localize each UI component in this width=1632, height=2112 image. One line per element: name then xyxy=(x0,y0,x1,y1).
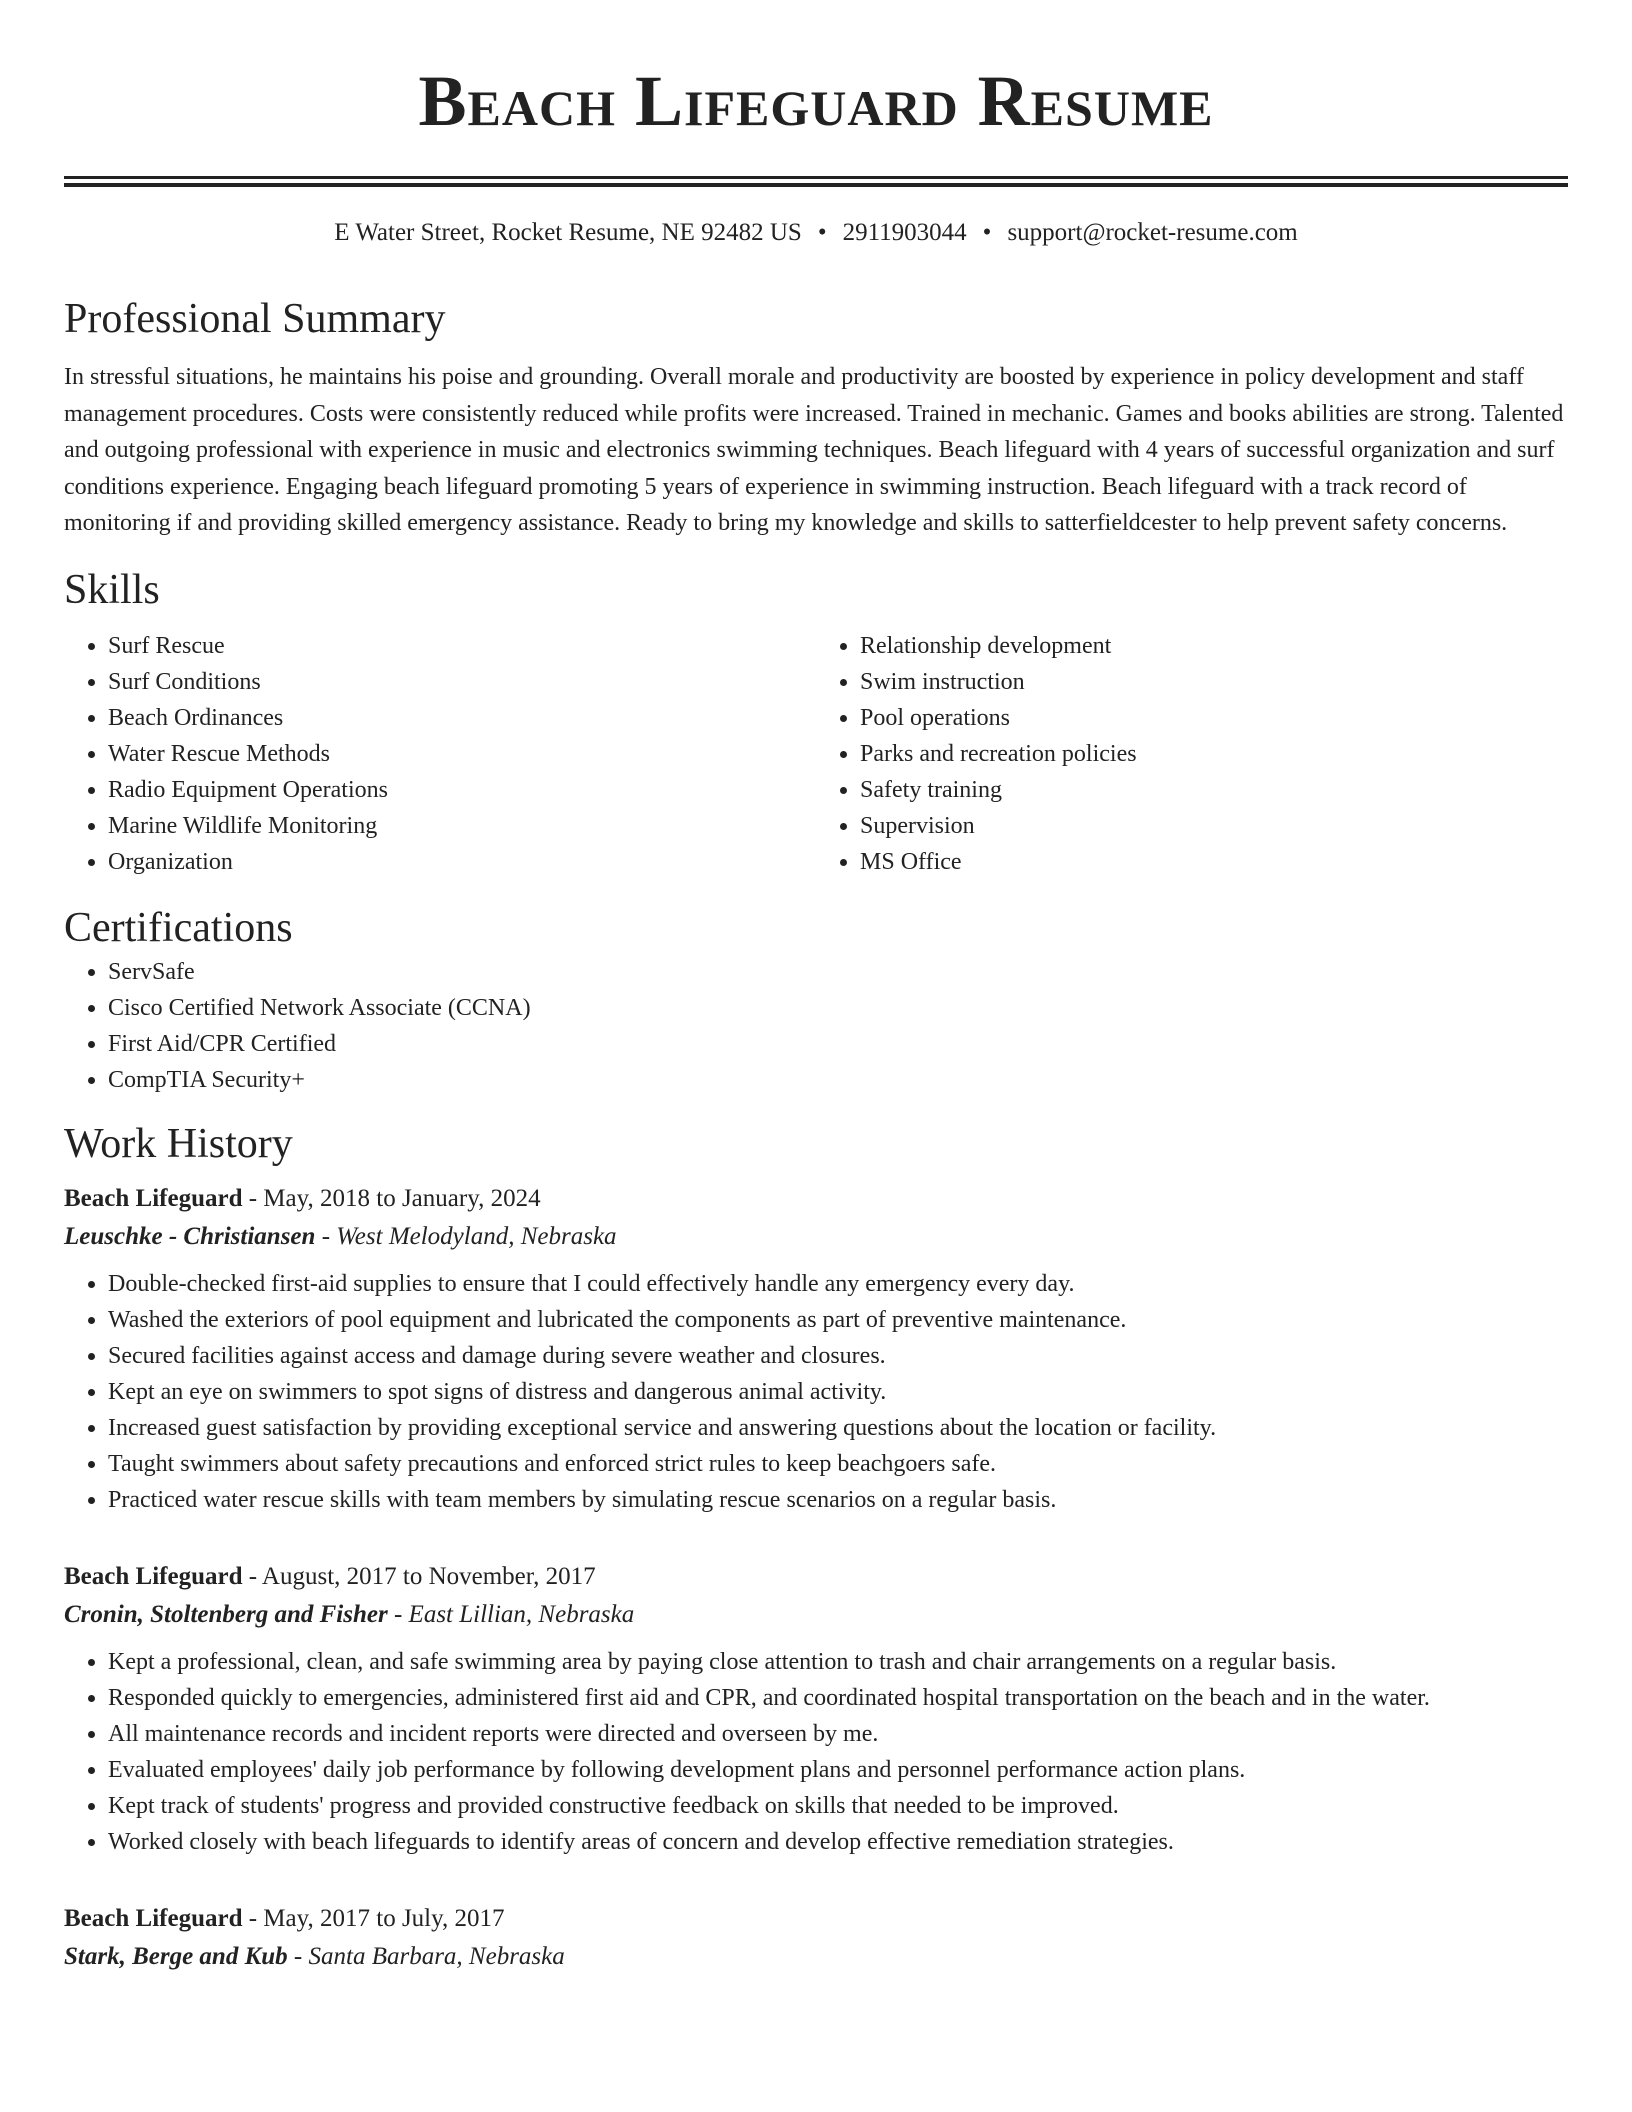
job-company-line xyxy=(64,1596,1568,1634)
certification-item: • Cisco Certified Network Associate (CCNA) xyxy=(108,990,1568,1026)
skill-item: • Marine Wildlife Monitoring xyxy=(108,808,816,844)
job-duty: • Kept a professional, clean, and safe swimming area by paying close attention to trash and chair arrangements on a regular basis. xyxy=(108,1644,1568,1680)
job-company: Cronin, Stoltenberg and Fisher xyxy=(64,1600,388,1628)
skill-item: • Safety training xyxy=(860,772,1568,808)
job-duty: • Practiced water rescue skills with team members by simulating rescue scenarios on a regular basis. xyxy=(108,1482,1568,1518)
job-duty: • Increased guest satisfaction by providing exceptional service and answering questions about the location or facility. xyxy=(108,1410,1568,1446)
job-duty: • Kept an eye on swimmers to spot signs of distress and dangerous animal activity. xyxy=(108,1374,1568,1410)
resume-title: Beach Lifeguard Resume xyxy=(418,61,1214,141)
skill-item: • Organization xyxy=(108,844,816,880)
skills-list-left xyxy=(64,628,816,880)
job-duties-list xyxy=(64,1644,1568,1860)
job-duty: • All maintenance records and incident reports were directed and overseen by me. xyxy=(108,1716,1568,1752)
certification-item: • CompTIA Security+ xyxy=(108,1062,1568,1098)
job-company-line xyxy=(64,1218,1568,1256)
skills-list-right xyxy=(816,628,1568,880)
job-entry xyxy=(64,1900,1568,1976)
job-location: - West Melodyland, Nebraska xyxy=(315,1222,617,1250)
job-dates: - May, 2017 to July, 2017 xyxy=(242,1904,505,1932)
job-title-line xyxy=(64,1900,1568,1938)
job-location: - East Lillian, Nebraska xyxy=(387,1600,635,1628)
job-title-line xyxy=(64,1558,1568,1596)
contact-separator: • xyxy=(982,219,992,246)
skill-item: • Water Rescue Methods xyxy=(108,736,816,772)
skill-item: • Surf Rescue xyxy=(108,628,816,664)
job-duty: • Taught swimmers about safety precautions and enforced strict rules to keep beachgoers safe. xyxy=(108,1446,1568,1482)
job-duty: • Evaluated employees' daily job performance by following development plans and personnel performance action plans. xyxy=(108,1752,1568,1788)
contact-line xyxy=(64,217,1568,249)
job-duty: • Responded quickly to emergencies, administered first aid and CPR, and coordinated hospital transportation on the beach and in the water. xyxy=(108,1680,1568,1716)
job-company: Stark, Berge and Kub xyxy=(64,1942,288,1970)
title-double-rule xyxy=(64,176,1568,187)
contact-email: support@rocket-resume.com xyxy=(1007,219,1298,246)
certification-item: • ServSafe xyxy=(108,954,1568,990)
job-company-line xyxy=(64,1938,1568,1976)
skill-item: • MS Office xyxy=(860,844,1568,880)
job-duty: • Washed the exteriors of pool equipment and lubricated the components as part of preventive maintenance. xyxy=(108,1302,1568,1338)
job-dates: - August, 2017 to November, 2017 xyxy=(242,1562,596,1590)
certification-item: • First Aid/CPR Certified xyxy=(108,1026,1568,1062)
skill-item: • Relationship development xyxy=(860,628,1568,664)
skills-columns xyxy=(64,628,1568,880)
skill-item: • Parks and recreation policies xyxy=(860,736,1568,772)
job-duty: • Worked closely with beach lifeguards to identify areas of concern and develop effective remediation strategies. xyxy=(108,1824,1568,1860)
job-entry xyxy=(64,1180,1568,1518)
skill-item: • Radio Equipment Operations xyxy=(108,772,816,808)
summary-text: In stressful situations, he maintains his poise and grounding. Overall morale and productivity are boosted by experience in policy development and staff management procedures. Costs were consistently reduced while profits were increased. Trained in mechanic. Games and books abilities are strong. Talented and outgoing professional with experience in music and electronics swimming techniques. Beach lifeguard with 4 years of successful organization and surf conditions experience. Engaging beach lifeguard promoting 5 years of experience in swimming instruction. Beach lifeguard with a track record of monitoring if and providing skilled emergency assistance. Ready to bring my knowledge and skills to satterfieldcester to help prevent safety concerns. xyxy=(64,364,1564,536)
job-duties-list xyxy=(64,1266,1568,1518)
job-role: Beach Lifeguard xyxy=(64,1562,243,1590)
job-title-line xyxy=(64,1180,1568,1218)
job-duty: • Double-checked first-aid supplies to ensure that I could effectively handle any emergency every day. xyxy=(108,1266,1568,1302)
certifications-heading: Certifications xyxy=(64,904,293,951)
job-role: Beach Lifeguard xyxy=(64,1904,243,1932)
skills-heading: Skills xyxy=(64,566,160,613)
job-dates: - May, 2018 to January, 2024 xyxy=(242,1184,541,1212)
skill-item: • Supervision xyxy=(860,808,1568,844)
summary-heading: Professional Summary xyxy=(64,296,446,342)
skill-item: • Pool operations xyxy=(860,700,1568,736)
certifications-list xyxy=(64,954,1568,1098)
job-role: Beach Lifeguard xyxy=(64,1184,243,1212)
job-duty: • Kept track of students' progress and provided constructive feedback on skills that needed to be improved. xyxy=(108,1788,1568,1824)
work-history-heading: Work History xyxy=(64,1120,293,1167)
skill-item: • Surf Conditions xyxy=(108,664,816,700)
skill-item: • Swim instruction xyxy=(860,664,1568,700)
job-company: Leuschke - Christiansen xyxy=(64,1222,316,1250)
job-location: - Santa Barbara, Nebraska xyxy=(287,1942,565,1970)
contact-phone: 2911903044 xyxy=(842,219,967,246)
skill-item: • Beach Ordinances xyxy=(108,700,816,736)
contact-address: E Water Street, Rocket Resume, NE 92482 US xyxy=(334,219,802,246)
contact-separator: • xyxy=(817,219,827,246)
job-entry xyxy=(64,1558,1568,1860)
job-duty: • Secured facilities against access and damage during severe weather and closures. xyxy=(108,1338,1568,1374)
